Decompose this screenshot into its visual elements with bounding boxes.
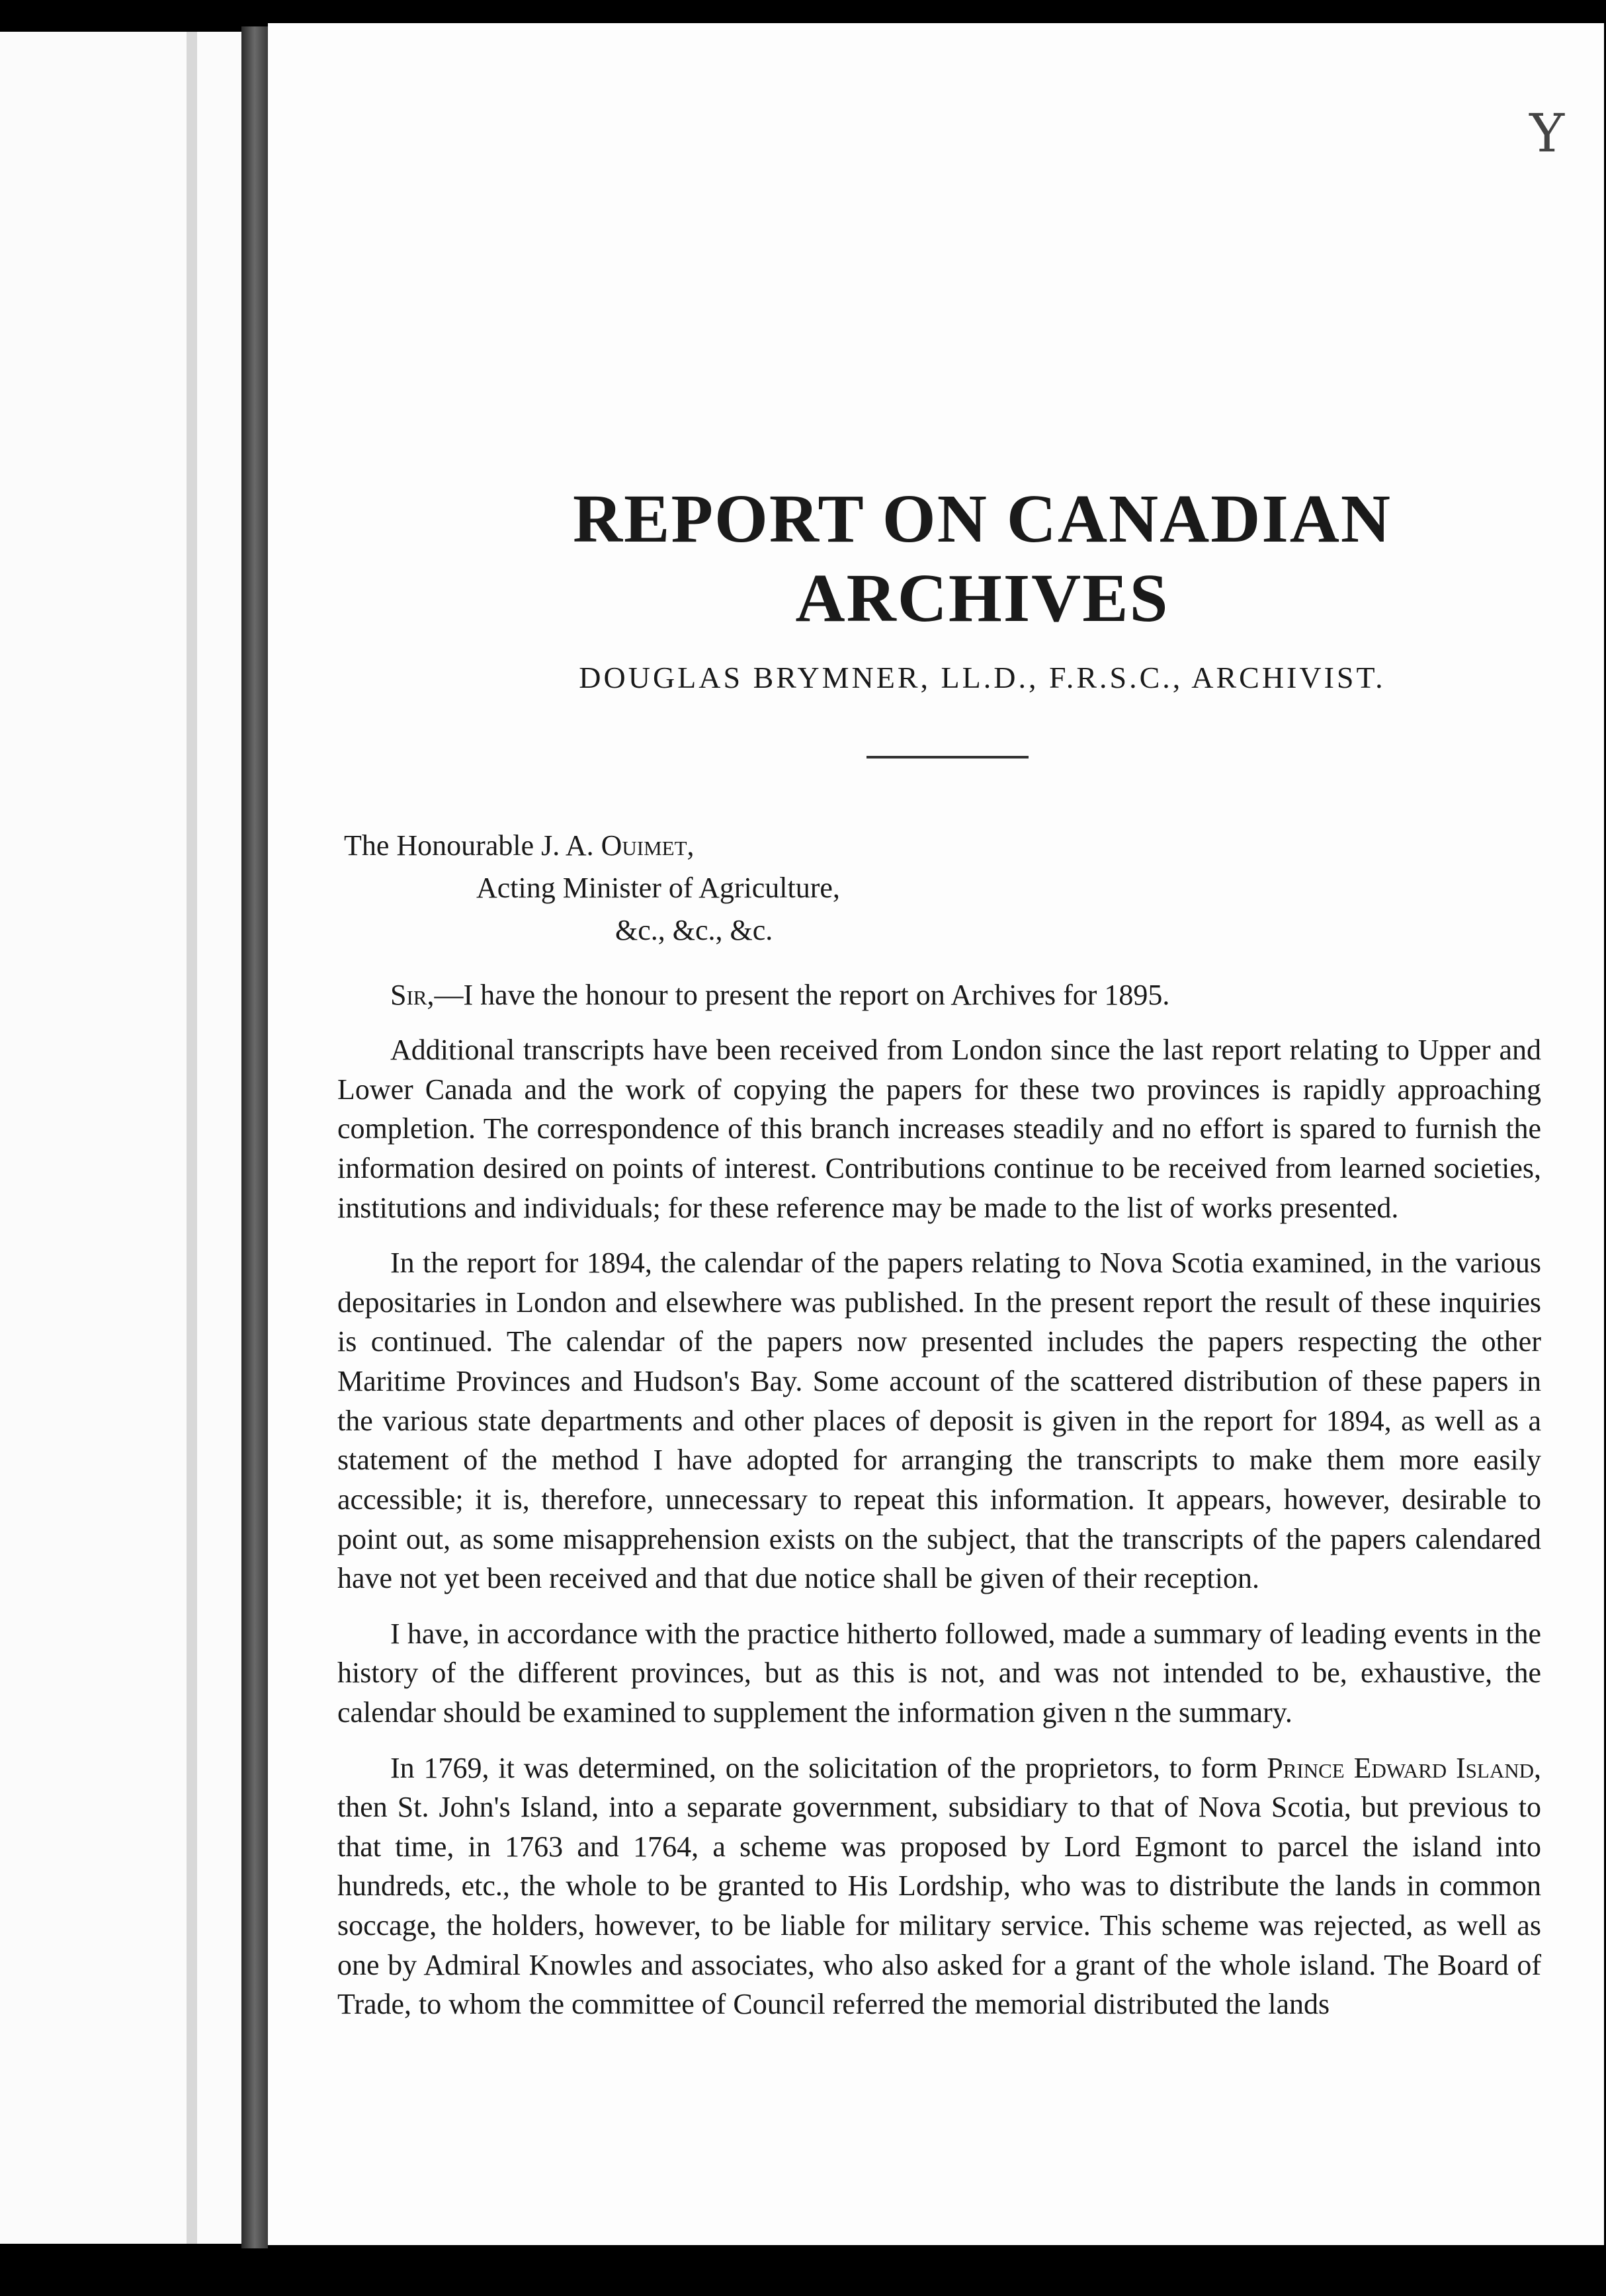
corner-handwritten-mark: Y <box>1529 102 1564 164</box>
paragraph-4: I have, in accordance with the practice hitherto followed, made a summary of leading events in the history of the different provinces, but as this is not, and was not intended to be, exhaustive, the calendar should be examined to supplement the information given n the summary. <box>337 1617 1541 1729</box>
address-suffix: , <box>687 829 695 862</box>
left-page-fold <box>187 32 197 2244</box>
document-page <box>268 23 1604 2245</box>
paragraph-1-text: ,—I have the honour to present the report on Archives for 1895. <box>427 978 1170 1011</box>
page-title: REPORT ON CANADIAN ARCHIVES <box>572 481 1392 636</box>
paragraph-3: In the report for 1894, the calendar of the papers relating to Nova Scotia examined, in the various depositaries in London and elsewhere was published. In the present report the result of these inquiries is continued. The calendar of the papers now presented includes the papers respecting the other Maritime Provinces and Hudson's Bay. Some account of the scattered distribution of these papers in the various state departments and other places of deposit is given in the report for 1894, as well as a statement of the method I have adopted for arranging the transcripts to make them more easily accessible; it is, therefore, unnecessary to repeat this information. It appears, however, desirable to point out, as some misapprehension exists on the subject, that the transcripts of the papers calendared have not yet been received and that due notice shall be given of their reception. <box>337 1247 1541 1595</box>
address-name: Ouimet <box>601 829 687 862</box>
address-line-1 <box>337 825 1541 867</box>
title-divider <box>866 756 1029 758</box>
address-line-2: Acting Minister of Agriculture, <box>476 871 840 904</box>
left-page-edge <box>0 32 241 2244</box>
paragraph-5-rest: , then St. John's Island, into a separate government, subsidiary to that of Nova Scotia, but previous to that time, in 1763 and 1764, a scheme was proposed by Lord Egmont to parcel the island into hundreds, etc., the whole to be granted to His Lordship, who was to distribute the lands in common soccage, the holders, however, to be liable for military service. This scheme was rejected, as well as one by Admiral Knowles and associates, who also asked for a grant of the whole island. The Board of Trade, to whom the committee of Council referred the memorial distributed the lands <box>337 1751 1542 2021</box>
paragraph-2: Additional transcripts have been received from London since the last report relating to Upper and Lower Canada and the work of copying the papers for these two provinces is rapidly approaching completion. The correspondence of this branch increases steadily and no effort is spared to furnish the information desired on points of interest. Contributions continue to be received from learned societies, institutions and individuals; for these reference may be made to the list of works presented. <box>337 1034 1541 1224</box>
place-name: Prince Edward Island <box>1267 1751 1535 1784</box>
salutation-sir: Sir <box>390 978 427 1011</box>
address-line-3: &c., &c., &c. <box>615 913 773 946</box>
paragraph-1 <box>337 975 1541 1015</box>
address-block <box>337 825 1541 951</box>
address-prefix: The Honourable J. A. <box>344 829 601 862</box>
page-subtitle: DOUGLAS BRYMNER, LL.D., F.R.S.C., ARCHIVIST. <box>579 661 1386 695</box>
book-spine <box>241 26 268 2248</box>
page-content <box>337 479 1541 2040</box>
paragraph-5-start: In 1769, it was determined, on the solicitation of the proprietors, to form <box>390 1751 1267 1784</box>
paragraph-5 <box>337 1748 1541 2024</box>
